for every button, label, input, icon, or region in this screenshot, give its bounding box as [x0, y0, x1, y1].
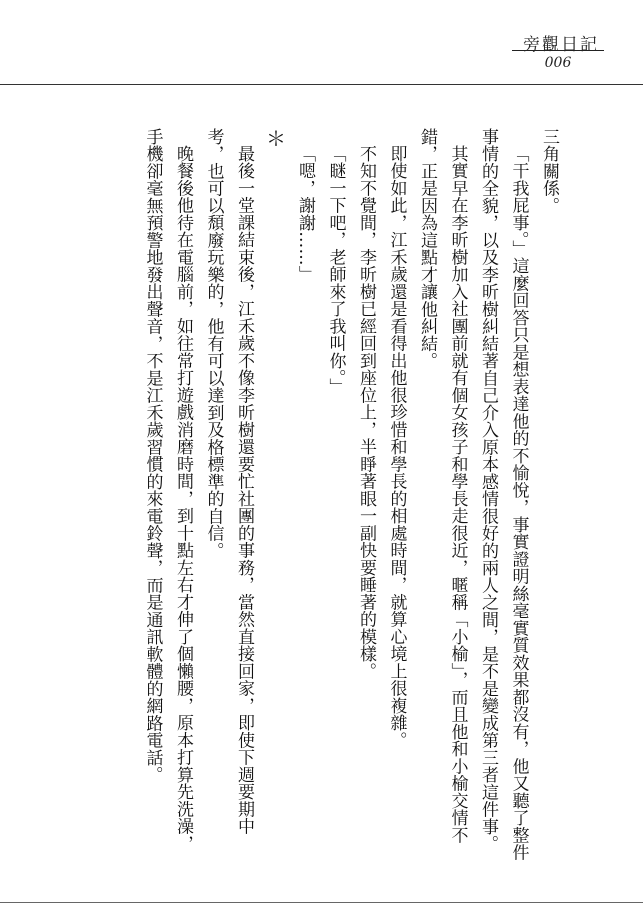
page-number: 006 [544, 55, 572, 71]
paragraph-3: 其實早在李昕樹加入社團前就有個女孩子和學長走很近，暱稱「小榆」，而且他和小榆交情不錯，正是因為這點才讓他糾結。 [417, 128, 468, 844]
book-title: 旁觀日記 [523, 35, 599, 55]
footer-divider [0, 902, 643, 903]
dialogue-line-1: 「瞇一下吧，老師來了我叫你。」 [325, 145, 346, 396]
dialogue-line-2: 「嗯，謝謝……」 [295, 145, 315, 283]
header-divider [0, 84, 643, 85]
header-underline [512, 50, 604, 51]
paragraph-4: 即使如此，江禾歲還是看得出他很珍惜和學長的相處時間，就算心境上很複雜。 [386, 145, 407, 749]
scene-break-asterisk: ＊ [262, 128, 287, 149]
vertical-body-text [84, 128, 564, 863]
paragraph-7: 晚餐後他待在電腦前，如往常打遊戲消磨時間，到十點左右才伸了個懶腰，原本打算先洗澡，手機卻毫無預警地發出聲音，不是江禾歲習慣的來電鈴聲，而是通訊軟體的網路電話。 [142, 128, 193, 853]
paragraph-6: 最後一堂課結束後，江禾歲不像李昕樹還要忙社團的事務，當然直接回家，即使下週要期中考，也可以頹廢玩樂的，他有可以達到及格標準的自信。 [203, 128, 254, 835]
paragraph-5: 不知不覺間，李昕樹已經回到座位上，半睜著眼一副快要睡著的模樣。 [356, 145, 376, 680]
paragraph-2: 「干我屁事。」這麼回答只是想表達他的不愉悅，事實證明絲毫實質效果都沒有，他又聽了整件事情的全貌，以及李昕樹糾結著自己介入原本感情很好的兩人之間，是不是變成第三者這件事。 [478, 128, 529, 861]
paragraph-1: 三角關係。 [539, 128, 559, 215]
